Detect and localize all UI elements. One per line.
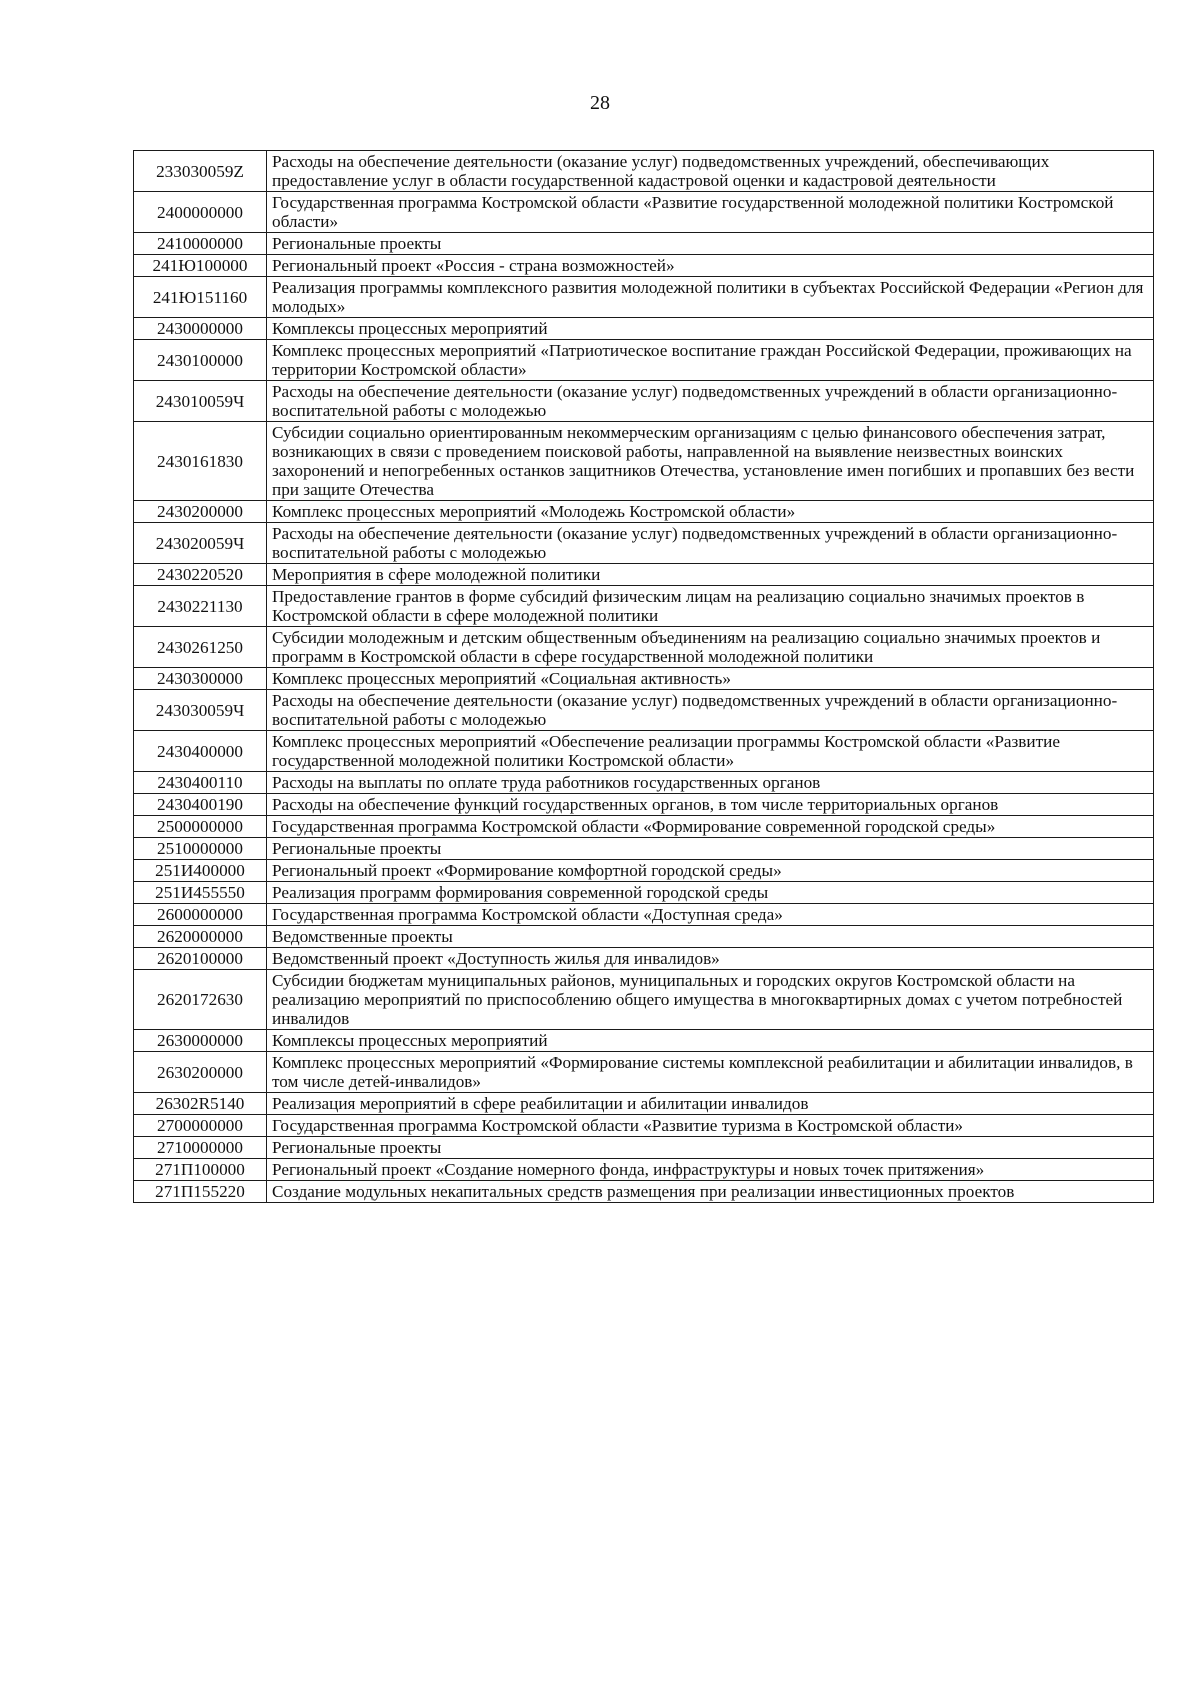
- row-name-cell: Региональный проект «Формирование комфортной городской среды»: [267, 860, 1154, 882]
- table-row: [134, 1137, 1154, 1159]
- row-code-cell: 2430200000: [134, 501, 267, 523]
- row-name-cell: Комплекс процессных мероприятий «Формирование системы комплексной реабилитации и абилитации инвалидов, в том числе детей-инвалидов»: [267, 1052, 1154, 1093]
- row-name-cell: Расходы на обеспечение функций государственных органов, в том числе территориальных органов: [267, 794, 1154, 816]
- table-row: [134, 860, 1154, 882]
- row-code-cell: 251И400000: [134, 860, 267, 882]
- row-code-cell: 243010059Ч: [134, 381, 267, 422]
- row-name-cell: Комплекс процессных мероприятий «Социальная активность»: [267, 668, 1154, 690]
- row-code-cell: 2600000000: [134, 904, 267, 926]
- table-row: [134, 192, 1154, 233]
- row-code-cell: 241Ю151160: [134, 277, 267, 318]
- budget-codes-table: [133, 150, 1154, 1203]
- row-name-cell: Государственная программа Костромской области «Развитие туризма в Костромской области»: [267, 1115, 1154, 1137]
- table-row: [134, 422, 1154, 501]
- table-row: [134, 233, 1154, 255]
- row-code-cell: 2710000000: [134, 1137, 267, 1159]
- budget-codes-table-body: [134, 151, 1154, 1203]
- table-row: [134, 151, 1154, 192]
- row-name-cell: Расходы на обеспечение деятельности (оказание услуг) подведомственных учреждений, обеспечивающих предоставление услуг в области государственной кадастровой оценки и кадастровой деятельности: [267, 151, 1154, 192]
- table-row: [134, 690, 1154, 731]
- row-name-cell: Расходы на выплаты по оплате труда работников государственных органов: [267, 772, 1154, 794]
- row-name-cell: Предоставление грантов в форме субсидий физическим лицам на реализацию социально значимых проектов в Костромской области в сфере молодежной политики: [267, 586, 1154, 627]
- table-row: [134, 1159, 1154, 1181]
- table-row: [134, 1093, 1154, 1115]
- row-name-cell: Ведомственные проекты: [267, 926, 1154, 948]
- row-code-cell: 251И455550: [134, 882, 267, 904]
- row-name-cell: Субсидии молодежным и детским общественным объединениям на реализацию социально значимых проектов и программ в Костромской области в сфере государственной молодежной политики: [267, 627, 1154, 668]
- table-row: [134, 1052, 1154, 1093]
- table-row: [134, 731, 1154, 772]
- row-name-cell: Ведомственный проект «Доступность жилья для инвалидов»: [267, 948, 1154, 970]
- row-code-cell: 2500000000: [134, 816, 267, 838]
- row-name-cell: Комплекс процессных мероприятий «Патриотическое воспитание граждан Российской Федерации, проживающих на территории Костромской области»: [267, 340, 1154, 381]
- row-code-cell: 233030059Z: [134, 151, 267, 192]
- row-name-cell: Субсидии социально ориентированным некоммерческим организациям с целью финансового обеспечения затрат, возникающих в связи с проведением поисковой работы, направленной на выявление неизвестных воинских захоронений и непогребенных останков защитников Отечества, установление имен погибших и пропавших без вести при защите Отечества: [267, 422, 1154, 501]
- row-name-cell: Реализация программ формирования современной городской среды: [267, 882, 1154, 904]
- table-row: [134, 523, 1154, 564]
- table-row: [134, 882, 1154, 904]
- table-row: [134, 318, 1154, 340]
- row-code-cell: 2620172630: [134, 970, 267, 1030]
- row-name-cell: Расходы на обеспечение деятельности (оказание услуг) подведомственных учреждений в области организационно-воспитательной работы с молодежью: [267, 381, 1154, 422]
- row-code-cell: 2630200000: [134, 1052, 267, 1093]
- table-row: [134, 970, 1154, 1030]
- table-row: [134, 904, 1154, 926]
- row-name-cell: Комплекс процессных мероприятий «Обеспечение реализации программы Костромской области «Развитие государственной молодежной политики Костромской области»: [267, 731, 1154, 772]
- row-code-cell: 2400000000: [134, 192, 267, 233]
- row-code-cell: 2700000000: [134, 1115, 267, 1137]
- table-row: [134, 1115, 1154, 1137]
- table-row: [134, 381, 1154, 422]
- table-row: [134, 668, 1154, 690]
- table-row: [134, 564, 1154, 586]
- row-name-cell: Региональные проекты: [267, 233, 1154, 255]
- row-name-cell: Реализация мероприятий в сфере реабилитации и абилитации инвалидов: [267, 1093, 1154, 1115]
- row-code-cell: 2620100000: [134, 948, 267, 970]
- row-code-cell: 2410000000: [134, 233, 267, 255]
- row-code-cell: 26302R5140: [134, 1093, 267, 1115]
- table-row: [134, 948, 1154, 970]
- row-code-cell: 2430300000: [134, 668, 267, 690]
- row-name-cell: Государственная программа Костромской области «Формирование современной городской среды»: [267, 816, 1154, 838]
- table-row: [134, 794, 1154, 816]
- row-code-cell: 243030059Ч: [134, 690, 267, 731]
- table-row: [134, 340, 1154, 381]
- row-code-cell: 2430400190: [134, 794, 267, 816]
- table-row: [134, 1030, 1154, 1052]
- table-row: [134, 255, 1154, 277]
- row-name-cell: Региональный проект «Создание номерного фонда, инфраструктуры и новых точек притяжения»: [267, 1159, 1154, 1181]
- row-name-cell: Региональные проекты: [267, 1137, 1154, 1159]
- row-code-cell: 2630000000: [134, 1030, 267, 1052]
- row-code-cell: 2430400110: [134, 772, 267, 794]
- row-code-cell: 241Ю100000: [134, 255, 267, 277]
- row-name-cell: Государственная программа Костромской области «Доступная среда»: [267, 904, 1154, 926]
- row-code-cell: 2430161830: [134, 422, 267, 501]
- row-code-cell: 2430400000: [134, 731, 267, 772]
- row-name-cell: Региональный проект «Россия - страна возможностей»: [267, 255, 1154, 277]
- row-code-cell: 2430261250: [134, 627, 267, 668]
- table-row: [134, 627, 1154, 668]
- table-row: [134, 838, 1154, 860]
- row-code-cell: 271П100000: [134, 1159, 267, 1181]
- page-number: 28: [590, 92, 610, 114]
- row-name-cell: Реализация программы комплексного развития молодежной политики в субъектах Российской Федерации «Регион для молодых»: [267, 277, 1154, 318]
- row-name-cell: Региональные проекты: [267, 838, 1154, 860]
- table-row: [134, 772, 1154, 794]
- row-name-cell: Комплексы процессных мероприятий: [267, 1030, 1154, 1052]
- row-name-cell: Государственная программа Костромской области «Развитие государственной молодежной политики Костромской области»: [267, 192, 1154, 233]
- row-name-cell: Создание модульных некапитальных средств размещения при реализации инвестиционных проектов: [267, 1181, 1154, 1203]
- table-row: [134, 277, 1154, 318]
- row-name-cell: Расходы на обеспечение деятельности (оказание услуг) подведомственных учреждений в области организационно-воспитательной работы с молодежью: [267, 690, 1154, 731]
- row-code-cell: 2430221130: [134, 586, 267, 627]
- row-name-cell: Комплекс процессных мероприятий «Молодежь Костромской области»: [267, 501, 1154, 523]
- row-code-cell: 271П155220: [134, 1181, 267, 1203]
- row-name-cell: Мероприятия в сфере молодежной политики: [267, 564, 1154, 586]
- table-row: [134, 926, 1154, 948]
- table-row: [134, 501, 1154, 523]
- table-row: [134, 816, 1154, 838]
- row-code-cell: 2430100000: [134, 340, 267, 381]
- row-name-cell: Субсидии бюджетам муниципальных районов, муниципальных и городских округов Костромской области на реализацию мероприятий по приспособлению общего имущества в многоквартирных домах с учетом потребностей инвалидов: [267, 970, 1154, 1030]
- row-name-cell: Расходы на обеспечение деятельности (оказание услуг) подведомственных учреждений в области организационно-воспитательной работы с молодежью: [267, 523, 1154, 564]
- row-code-cell: 243020059Ч: [134, 523, 267, 564]
- row-code-cell: 2510000000: [134, 838, 267, 860]
- table-row: [134, 586, 1154, 627]
- row-name-cell: Комплексы процессных мероприятий: [267, 318, 1154, 340]
- table-row: [134, 1181, 1154, 1203]
- row-code-cell: 2430220520: [134, 564, 267, 586]
- row-code-cell: 2430000000: [134, 318, 267, 340]
- row-code-cell: 2620000000: [134, 926, 267, 948]
